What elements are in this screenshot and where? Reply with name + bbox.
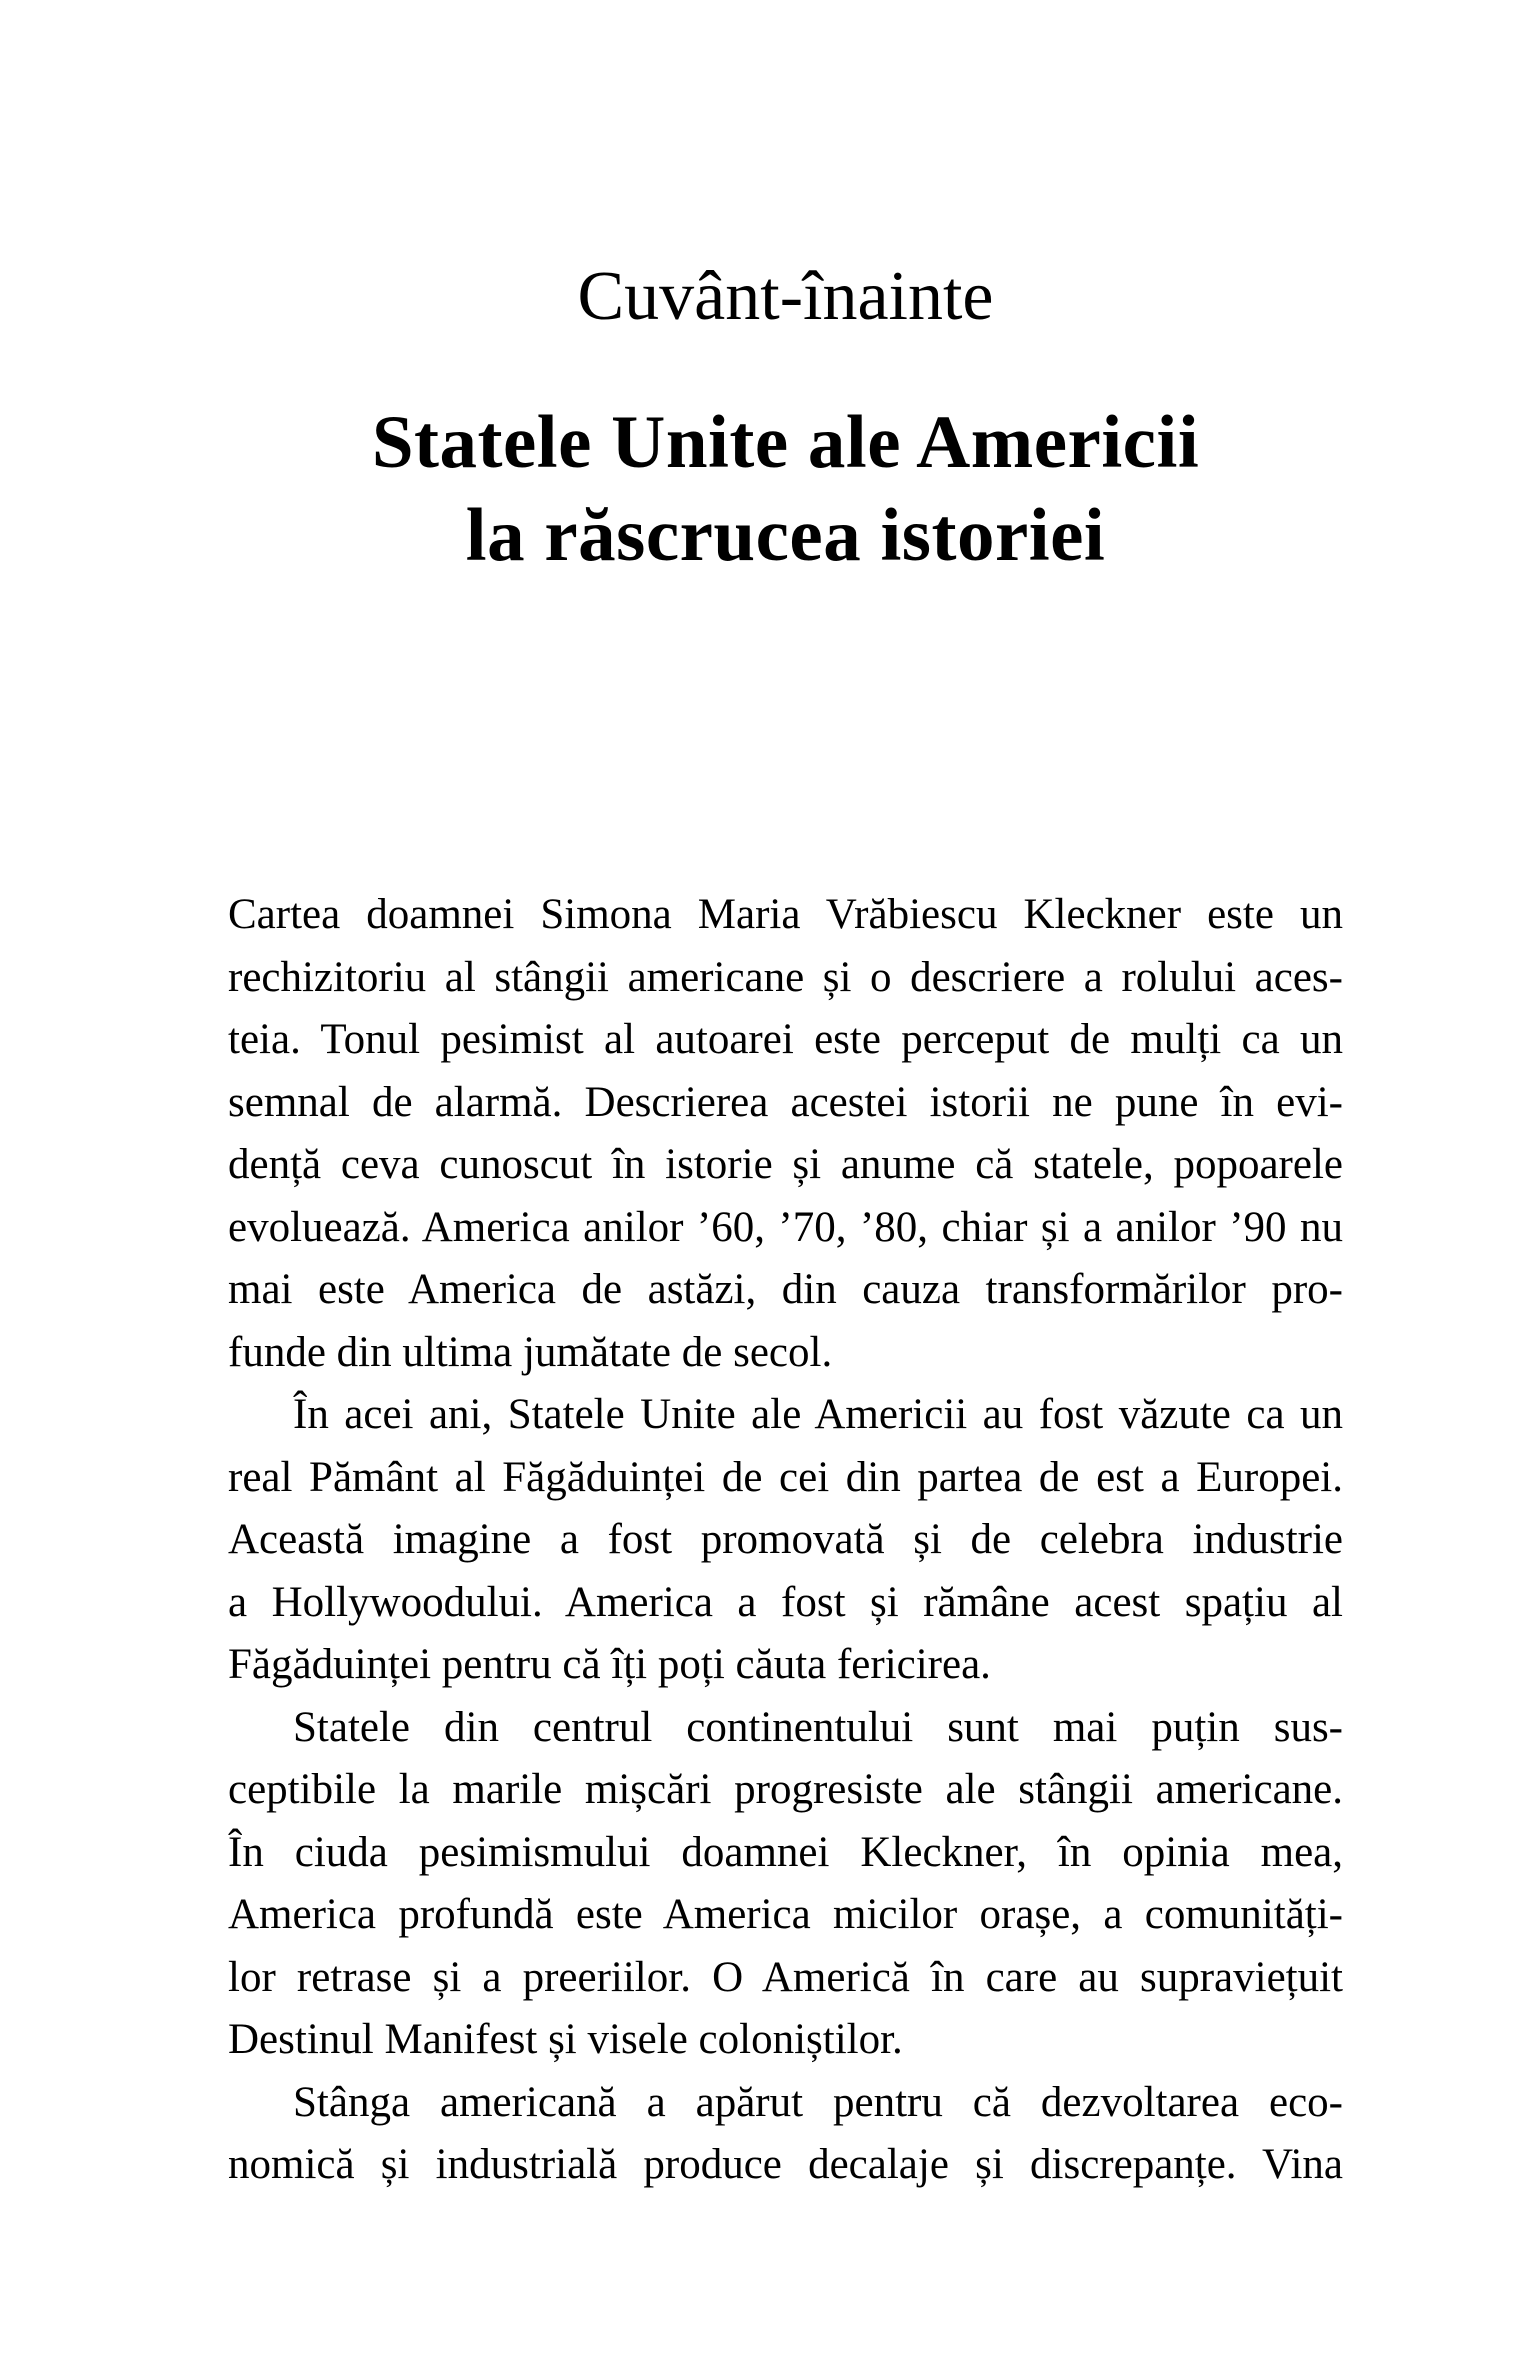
body-line: În acei ani, Statele Unite ale Americii au fost văzute ca un [293,1391,1343,1438]
body-line: real Pământ al Făgăduinței de cei din partea de est a Europei. [228,1453,1343,1501]
body-line: evoluează. America anilor ’60, ’70, ’80, chiar și a anilor ’90 nu [228,1203,1343,1251]
body-line: funde din ultima jumătate de secol. [228,1328,833,1376]
body-line: Făgăduinței pentru că îți poți căuta fericirea. [228,1641,991,1688]
chapter-title-line1: Statele Unite ale Americii [371,401,1200,484]
body-line: rechizitoriu al stângii americane și o descriere a rolului aces- [228,953,1343,1001]
body-line: Destinul Manifest și visele coloniștilor. [228,2016,903,2063]
body-line: Stânga americană a apărut pentru că dezvoltarea eco- [293,2078,1343,2126]
body-line: America profundă este America micilor orașe, a comunități- [228,1891,1343,1938]
body-line: În ciuda pesimismului doamnei Kleckner, în opinia mea, [228,1828,1343,1876]
body-line: semnal de alarmă. Descrierea acestei istorii ne pune în evi- [228,1078,1343,1126]
chapter-title-line2: la răscrucea istoriei [465,494,1106,577]
body-line: Cartea doamnei Simona Maria Vrăbiescu Kleckner este un [228,891,1343,938]
chapter-title [228,396,1343,582]
body-line: dență ceva cunoscut în istorie și anume că statele, popoarele [228,1141,1343,1188]
body-line: Statele din centrul continentului sunt mai puțin sus- [293,1703,1343,1751]
body-line: mai este America de astăzi, din cauza transformărilor pro- [228,1266,1343,1313]
body-line: nomică și industrială produce decalaje și discrepanțe. Vina [228,2141,1343,2188]
body-line: ceptibile la marile mișcări progresiste ale stângii americane. [228,1766,1343,1813]
body-line: Această imagine a fost promovată și de celebra industrie [228,1516,1343,1563]
body-line: a Hollywoodului. America a fost și rămâne acest spațiu al [228,1578,1343,1626]
body-line: teia. Tonul pesimist al autoarei este perceput de mulți ca un [228,1016,1343,1063]
chapter-kicker: Cuvânt-înainte [577,258,994,335]
body-line: lor retrase și a preeriilor. O Americă în care au supraviețuit [228,1953,1343,2001]
body-text [228,884,1343,2197]
